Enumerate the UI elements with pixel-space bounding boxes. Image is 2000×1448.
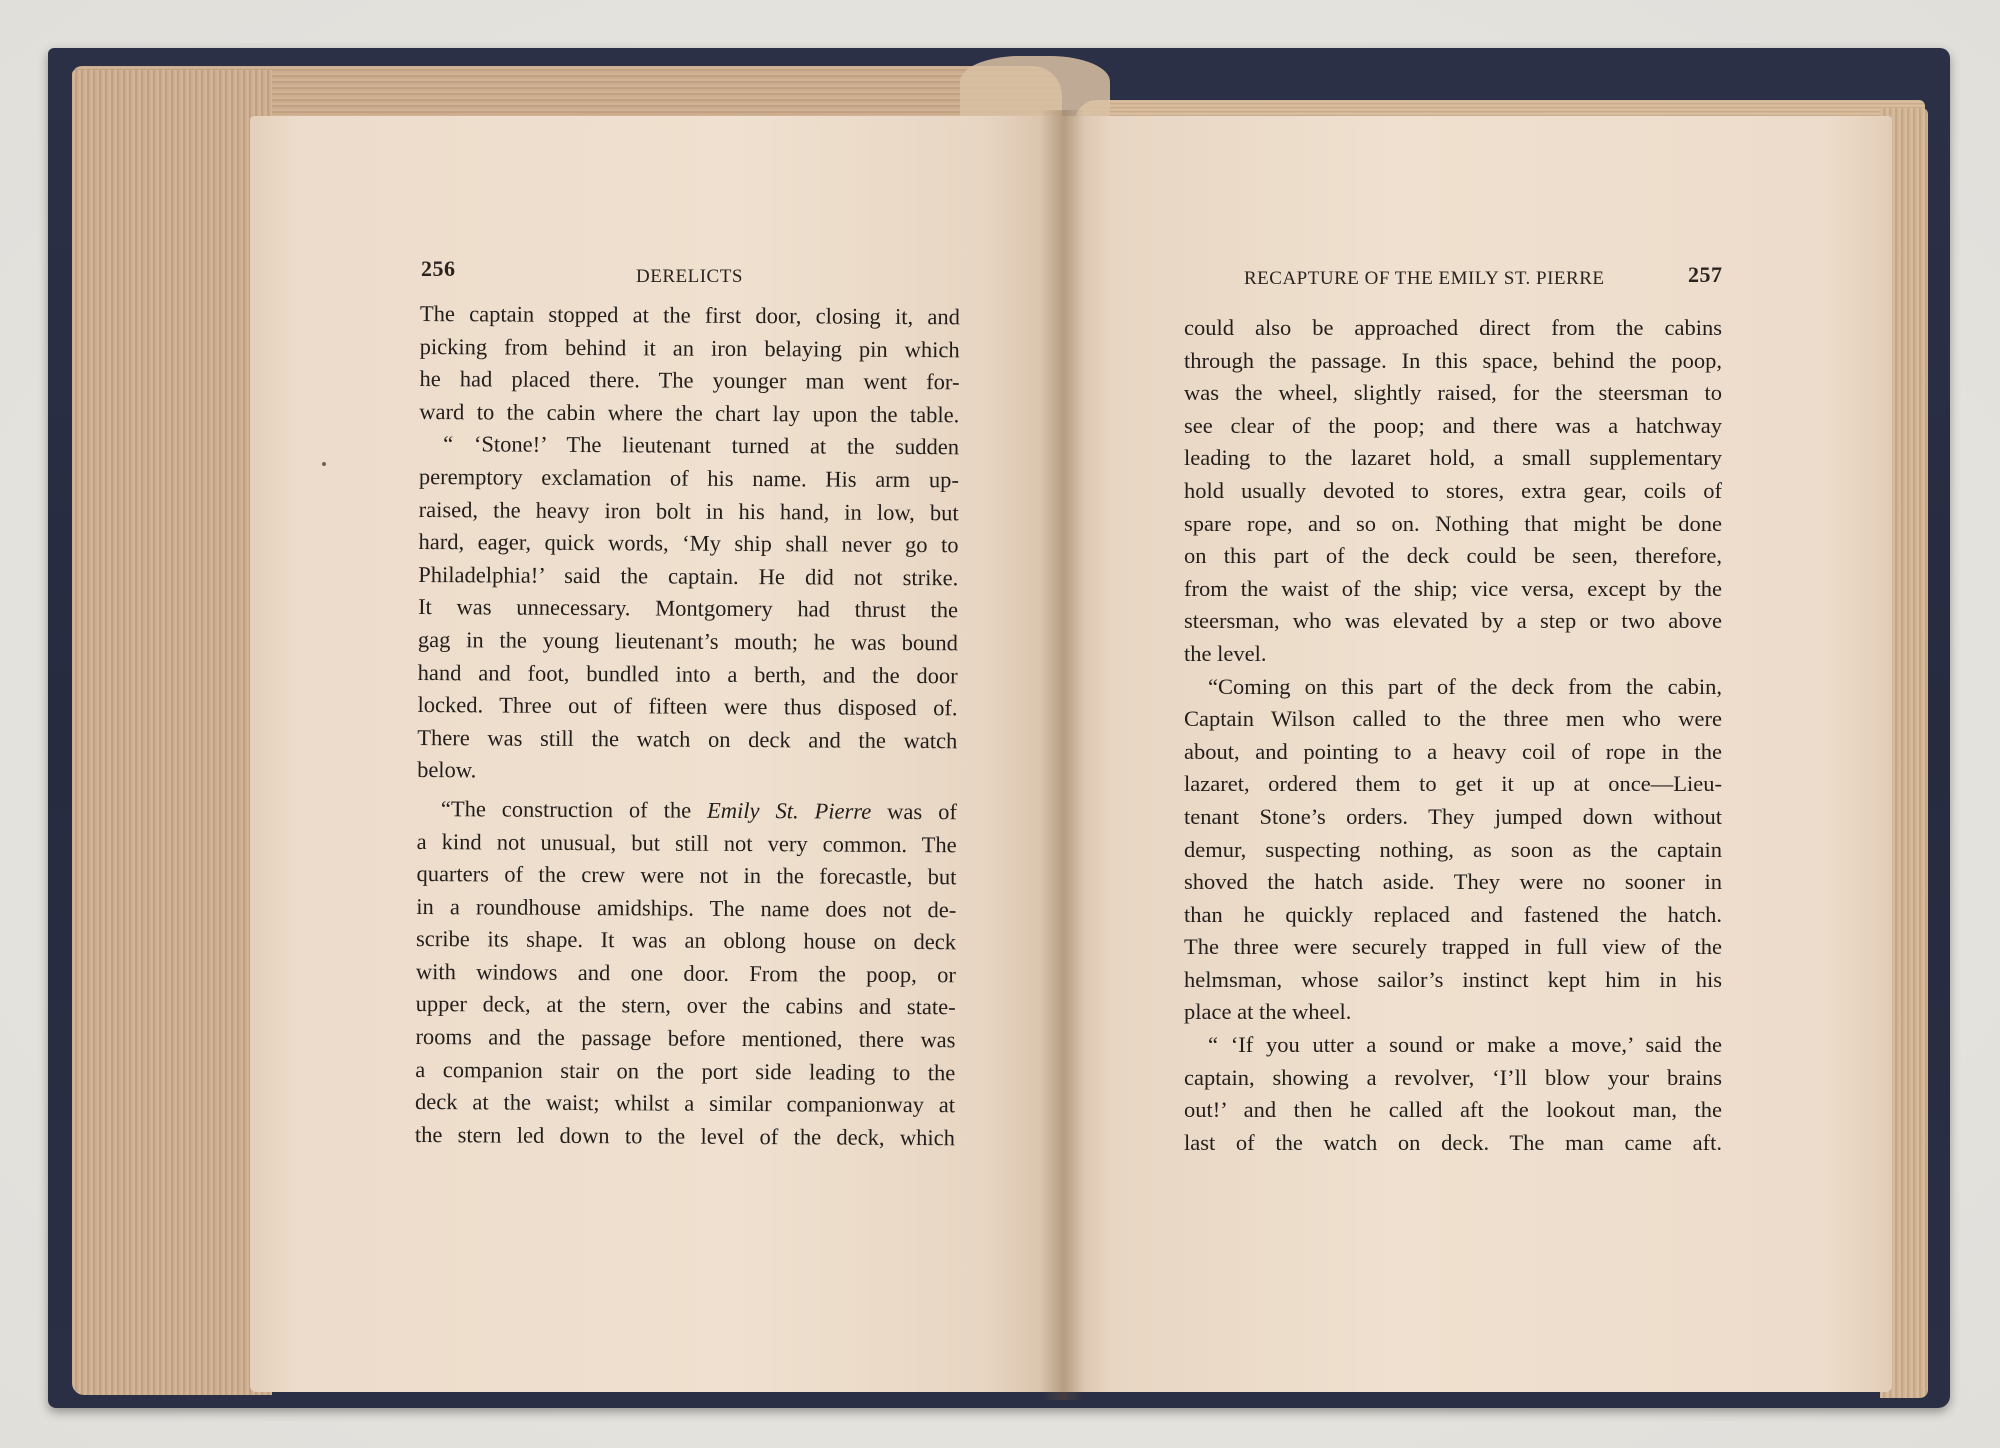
left-running-head: DERELICTS	[636, 266, 743, 287]
text-line: scribe its shape. It was an oblong house on deck	[416, 926, 957, 955]
text-line: he had placed there. The younger man went for-	[419, 366, 960, 395]
text-line: last of the watch on deck. The man came aft.	[1184, 1129, 1722, 1155]
text-line: hard, eager, quick words, ‘My ship shall never go to	[418, 529, 959, 558]
text-line: picking from behind it an iron belaying pin which	[419, 333, 960, 362]
text-line: a companion stair on the port side leading to the	[415, 1056, 956, 1085]
text-line: “ ‘Stone!’ The lieutenant turned at the sudden	[443, 431, 960, 460]
text-line: The captain stopped at the first door, closing it, and	[419, 300, 960, 330]
text-line: leading to the lazaret hold, a small supplementary	[1184, 445, 1722, 471]
text-line: the level.	[1184, 640, 1267, 666]
text-line: shoved the hatch aside. They were no sooner in	[1184, 869, 1722, 895]
text-fragment: was of	[871, 798, 957, 825]
text-line: steersman, who was elevated by a step or two above	[1184, 608, 1722, 634]
text-line: rooms and the passage before mentioned, there was	[415, 1024, 956, 1053]
text-line: gag in the young lieutenant’s mouth; he was bound	[417, 626, 958, 656]
text-line-ship-name	[417, 793, 957, 829]
text-line: see clear of the poop; and there was a hatchway	[1184, 412, 1722, 438]
text-line: Philadelphia!’ said the captain. He did not strike.	[418, 561, 959, 591]
ship-name-italic: Emily St. Pierre	[707, 797, 872, 824]
text-line: from the waist of the ship; vice versa, except by the	[1184, 575, 1722, 601]
left-page-number: 256	[421, 256, 456, 281]
text-line: the stern led down to the level of the deck, which	[414, 1121, 955, 1151]
text-line: locked. Three out of fifteen were thus disposed of.	[417, 692, 958, 721]
text-line: about, and pointing to a heavy coil of rope in the	[1184, 738, 1722, 764]
text-line: than he quickly replaced and fastened the hatch.	[1184, 901, 1722, 927]
text-line: hand and foot, bundled into a berth, and the door	[417, 659, 958, 688]
text-line: quarters of the crew were not in the forecastle, but	[416, 861, 957, 890]
text-line: captain, showing a revolver, ‘I’ll blow your brains	[1184, 1064, 1722, 1090]
text-line: “ ‘If you utter a sound or make a move,’ said the	[1208, 1032, 1722, 1058]
page-speck	[322, 462, 326, 466]
text-line: hold usually devoted to stores, extra gear, coils of	[1184, 477, 1722, 503]
text-line: ward to the cabin where the chart lay upon the table.	[419, 398, 960, 428]
text-line: out!’ and then he called aft the lookout man, the	[1184, 1097, 1722, 1123]
text-line: Captain Wilson called to the three men who were	[1184, 706, 1722, 732]
text-line: The three were securely trapped in full view of the	[1184, 934, 1722, 960]
text-line: place at the wheel.	[1184, 999, 1352, 1025]
text-line: through the passage. In this space, behind the poop,	[1184, 347, 1722, 373]
spine-headband	[960, 56, 1110, 120]
text-line: deck at the waist; whilst a similar companionway at	[415, 1089, 956, 1118]
book-gutter	[1040, 110, 1084, 1400]
text-fragment: “The construction of the	[440, 796, 708, 823]
text-line: with windows and one door. From the poop, or	[415, 958, 956, 988]
text-line: below.	[417, 757, 477, 783]
text-line: It was unnecessary. Montgomery had thrust the	[418, 594, 959, 623]
right-page-number: 257	[1688, 262, 1723, 287]
text-line: “Coming on this part of the deck from the cabin,	[1208, 673, 1722, 699]
text-line: was the wheel, slightly raised, for the steersman to	[1184, 380, 1722, 406]
text-line: a kind not unusual, but still not very common. The	[416, 828, 957, 857]
right-page-text	[1184, 312, 1722, 1159]
text-line: There was still the watch on deck and the watch	[417, 724, 958, 754]
text-line: helmsman, whose sailor’s instinct kept him in his	[1184, 966, 1722, 992]
text-line: raised, the heavy iron bolt in his hand, in low, but	[418, 496, 959, 525]
right-running-head: RECAPTURE OF THE EMILY ST. PIERRE	[1244, 268, 1605, 289]
page-edges-left	[72, 70, 272, 1395]
text-line: demur, suspecting nothing, as soon as the captain	[1184, 836, 1722, 862]
text-line: lazaret, ordered them to get it up at once—Lieu-	[1184, 771, 1722, 797]
text-line: in a roundhouse amidships. The name does not de-	[416, 893, 957, 922]
text-line: tenant Stone’s orders. They jumped down without	[1184, 803, 1722, 829]
text-line: could also be approached direct from the cabins	[1184, 315, 1722, 340]
text-line: spare rope, and so on. Nothing that might be done	[1184, 510, 1722, 536]
text-line: peremptory exclamation of his name. His arm up-	[418, 463, 959, 493]
left-page-text	[415, 298, 960, 1155]
text-line: on this part of the deck could be seen, therefore,	[1184, 543, 1722, 569]
text-line: upper deck, at the stern, over the cabins and state-	[415, 991, 956, 1020]
